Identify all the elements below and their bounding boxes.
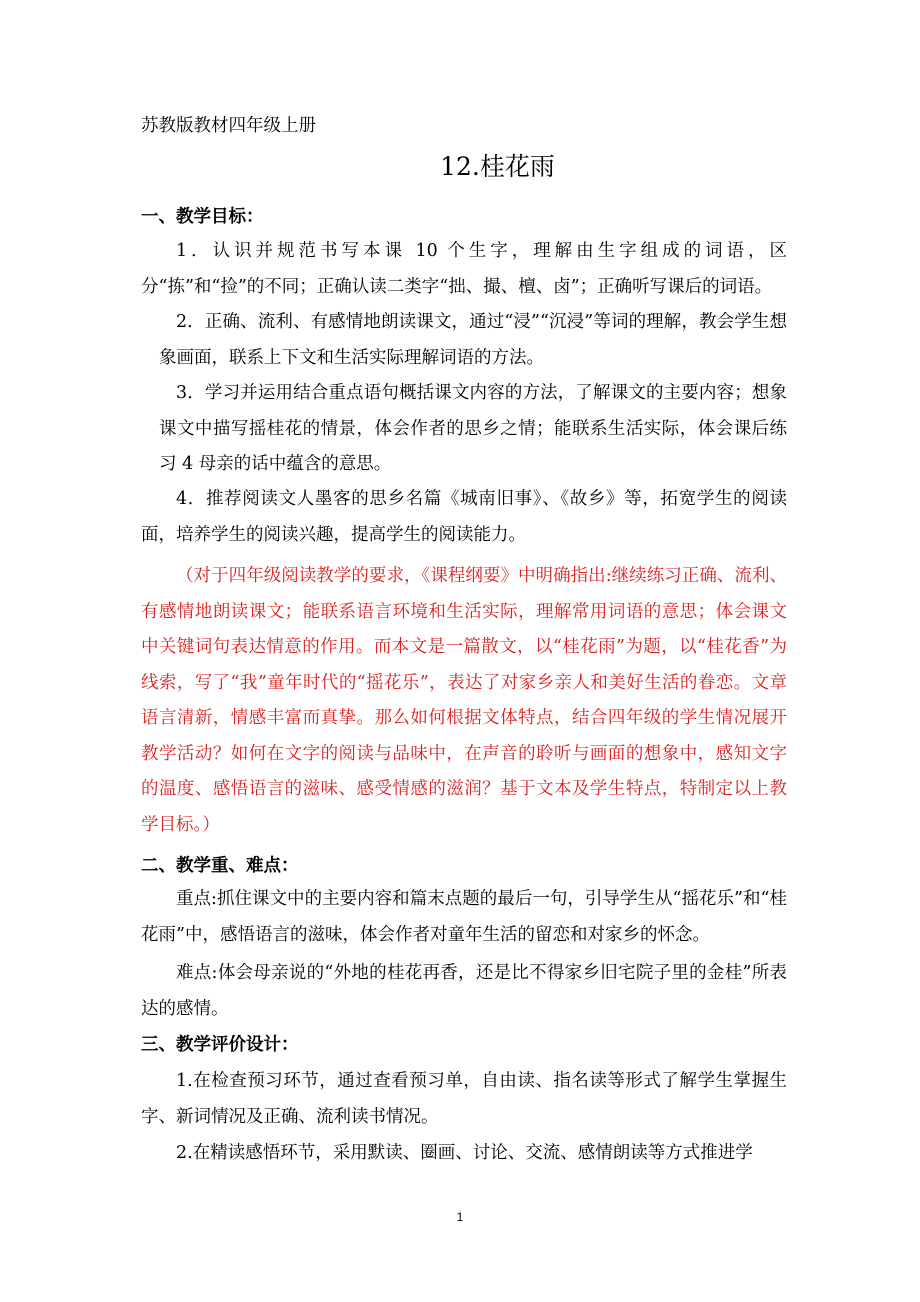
lesson-title: 12.桂花雨 <box>440 152 555 181</box>
textbook-subtitle: 苏教版教材四年级上册 <box>141 116 316 136</box>
page-number: 1 <box>456 1210 464 1224</box>
goal-item-1: 1．认识并规范书写本课 10 个生字，理解由生字组成的词语，区分“拣”和“捡”的不同；正确认读二类字“拙、撮、檀、卤”；正确听写课后的词语。 <box>141 241 787 297</box>
key-point-focus: 重点:抓住课文中的主要内容和篇末点题的最后一句，引导学生从“摇花乐”和“桂花雨”中，感悟语言的滋味，体会作者对童年生活的留恋和对家乡的怀念。 <box>141 889 787 945</box>
goal-item-3: 3．学习并运用结合重点语句概括课文内容的方法，了解课文的主要内容；想象课文中描写摇桂花的情景，体会作者的思乡之情；能联系生活实际，体会课后练习 4 母亲的话中蕴含的意思。 <box>159 383 787 474</box>
goal-item-4: 4．推荐阅读文人墨客的思乡名篇《城南旧事》、《故乡》等，拓宽学生的阅读面，培养学生的阅读兴趣，提高学生的阅读能力。 <box>141 489 787 545</box>
evaluation-item-1: 1.在检查预习环节，通过查看预习单，自由读、指名读等形式了解学生掌握生字、新词情况及正确、流利读书情况。 <box>141 1071 787 1127</box>
section-heading-goals: 一、教学目标： <box>141 207 264 227</box>
key-point-difficulty: 难点:体会母亲说的“外地的桂花再香，还是比不得家乡旧宅院子里的金桂”所表达的感情。 <box>141 963 787 1019</box>
evaluation-item-2: 2.在精读感悟环节，采用默读、圈画、讨论、交流、感情朗读等方式推进学 <box>176 1143 753 1163</box>
section-heading-key-points: 二、教学重、难点： <box>141 856 299 876</box>
section-heading-evaluation: 三、教学评价设计： <box>141 1035 299 1055</box>
goal-item-2: 2．正确、流利、有感情地朗读课文，通过“浸”“沉浸”等词的理解，教会学生想象画面，联系上下文和生活实际理解词语的方法。 <box>159 312 787 368</box>
goal-rationale-note: （对于四年级阅读教学的要求，《课程纲要》中明确指出:继续练习正确、流利、有感情地朗读课文；能联系语言环境和生活实际，理解常用词语的意思；体会课文中关键词句表达情意的作用。而本文是一篇散文，以“桂花雨”为题，以“桂花香”为线索，写了“我”童年时代的“摇花乐”，表达了对家乡亲人和美好生活的眷恋。文章语言清新，情感丰富而真挚。那么如何根据文体特点，结合四年级的学生情况展开教学活动？如何在文字的阅读与品味中，在声音的聆听与画面的想象中，感知文字的温度、感悟语言的滋味、感受情感的滋润？基于文本及学生特点，特制定以上教学目标。） <box>141 566 787 835</box>
